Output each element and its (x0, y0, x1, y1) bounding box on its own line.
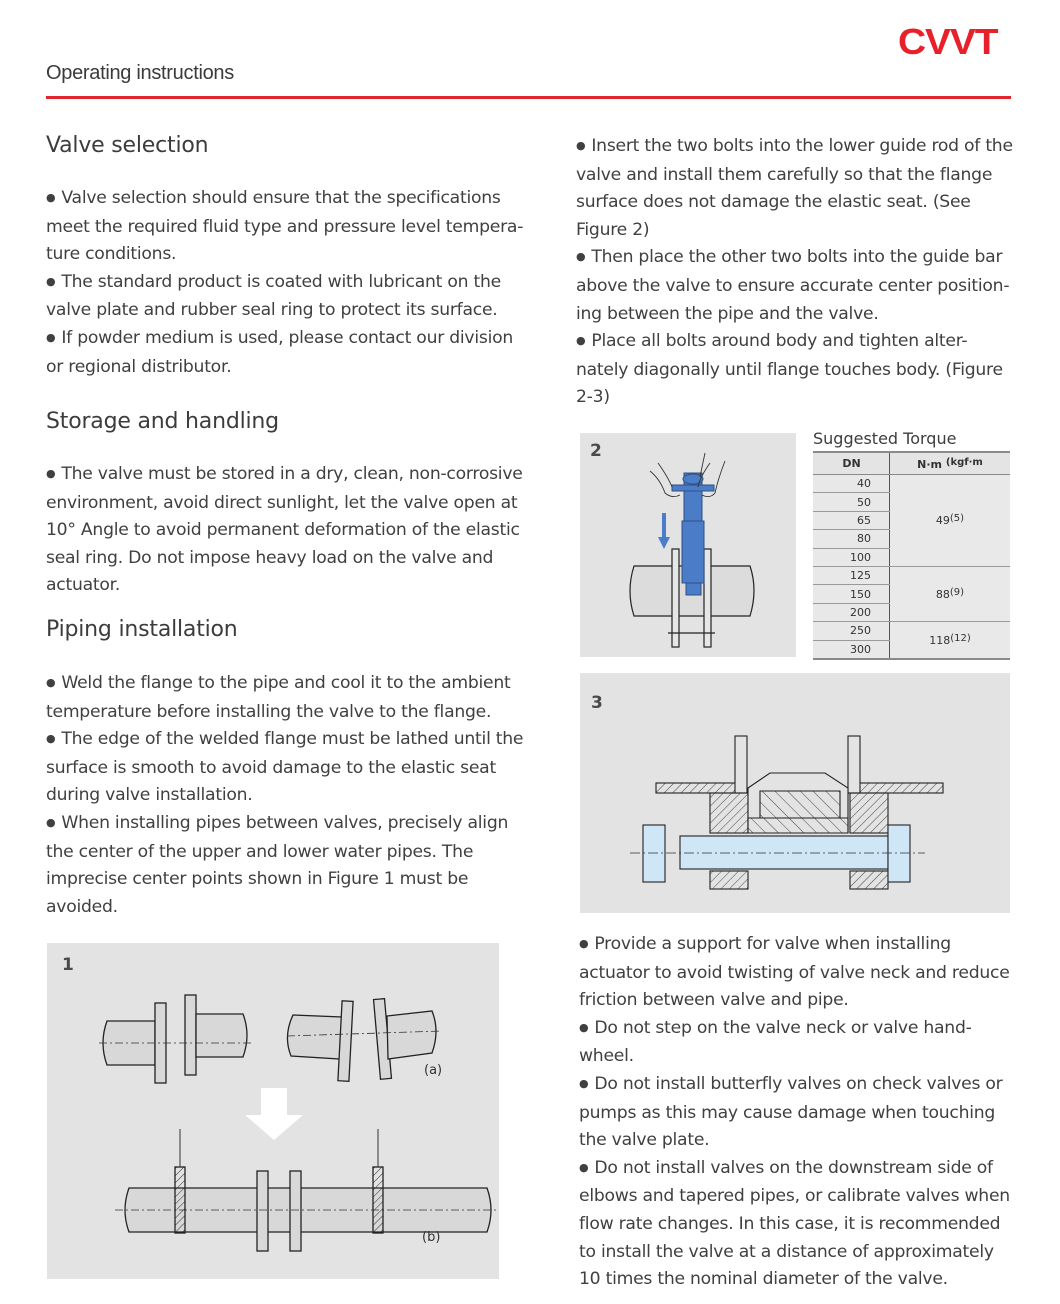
figure-number: 2 (590, 441, 602, 461)
torque-table (813, 451, 1010, 660)
table-row: 65 (813, 511, 1010, 529)
bullet-item: ● Do not install valves on the downstream side of elbows and tapered pipes, or calibrate valves when flow rate changes. In this case, it is recommended to install the valve at a distance of approximately 10 times the nominal diameter of the valve. (579, 1155, 1019, 1294)
label-b: (b) (422, 1230, 441, 1245)
bullet-item: ● The standard product is coated with lubricant on the valve plate and rubber seal ring to protect its surface. (46, 269, 526, 325)
figure-2-valve-insertion (580, 433, 796, 657)
figure-number: 1 (62, 955, 74, 975)
support-hatched (175, 1167, 185, 1233)
support-hatched (373, 1167, 383, 1233)
figure-1-pipe-alignment (47, 943, 499, 1279)
bullet-item: ● Place all bolts around body and tighten alter-nately diagonally until flange touches body. (Figure 2-3) (576, 328, 1016, 412)
figure-number: 3 (591, 693, 603, 713)
valve-selection-text (46, 185, 526, 381)
pipe-alignment-diagram (47, 943, 499, 1279)
piping-installation-text (46, 670, 528, 921)
heading-piping-installation: Piping installation (46, 617, 238, 642)
valve-body (682, 521, 704, 583)
flange-left (672, 549, 679, 647)
table-row: 200 (813, 603, 1010, 621)
nut (888, 825, 910, 882)
bullet-item: ● Insert the two bolts into the lower guide rod of the valve and install them carefully so that the flange surface does not damage the elastic seat. (See Figure 2) (576, 133, 1016, 244)
bolt-shaft (680, 836, 888, 869)
table-row: 125 88$^{(9)}$ (813, 566, 1010, 584)
bullet-item: ● Weld the flange to the pipe and cool it to the ambient temperature before installing the valve to the flange. (46, 670, 528, 726)
bullet-item: ● If powder medium is used, please contact our division or regional distributor. (46, 325, 526, 381)
page-title: Operating instructions (46, 62, 234, 84)
storage-handling-text (46, 461, 526, 600)
valve-insertion-diagram (580, 433, 796, 657)
torque-table-title: Suggested Torque (813, 429, 957, 448)
actuator-plate (672, 485, 714, 491)
torque-value: 49$^{(5)}$ (890, 475, 1011, 567)
torque-value: 118$^{(12)}$ (890, 622, 1011, 659)
arrow-down-icon (245, 1088, 303, 1140)
figure-3-bolt-cross-section (580, 673, 1010, 913)
flange-right (704, 549, 711, 647)
table-row: 40 49$^{(5)}$ (813, 475, 1010, 493)
table-row: 300 (813, 640, 1010, 659)
arrow-down-icon (658, 513, 670, 549)
precautions-text (579, 931, 1019, 1294)
header-dn: DN (813, 452, 890, 475)
pipe-segment (387, 1011, 436, 1059)
installation-steps-text (576, 133, 1016, 412)
bullet-item: ● Do not step on the valve neck or valve hand-wheel. (579, 1015, 1019, 1071)
valve-bottom (686, 583, 701, 595)
table-row: 50 (813, 493, 1010, 511)
heading-valve-selection: Valve selection (46, 133, 209, 158)
flange (290, 1171, 301, 1251)
bullet-item: ● Valve selection should ensure that the specifications meet the required fluid type and pressure level tempera-ture conditions. (46, 185, 526, 269)
bullet-item: ● The edge of the welded flange must be lathed until the surface is smooth to avoid damage to the elastic seat during valve installation. (46, 726, 528, 810)
bullet-item: ● Do not install butterfly valves on check valves or pumps as this may cause damage when touching the valve plate. (579, 1071, 1019, 1155)
label-a: (a) (424, 1063, 443, 1078)
heading-storage-handling: Storage and handling (46, 409, 279, 434)
bullet-item: ● When installing pipes between valves, precisely align the center of the upper and lower water pipes. The imprecise center points shown in Figure 1 must be avoided. (46, 810, 528, 921)
bullet-item: ● Then place the other two bolts into the guide bar above the valve to ensure accurate center position-ing between the pipe and the valve. (576, 244, 1016, 328)
brand-logo: CVVT (898, 21, 998, 62)
table-row: 100 (813, 548, 1010, 566)
table-row: 150 (813, 585, 1010, 603)
bolt-head (643, 825, 665, 882)
flange (185, 995, 196, 1075)
flange (338, 1001, 353, 1081)
table-row: 80 (813, 530, 1010, 548)
bullet-item: ● The valve must be stored in a dry, clean, non-corrosive environment, avoid direct sunlight, let the valve open at 10° Angle to avoid permanent deformation of the elastic seal ring. Do not impose heavy load on the valve and actuator. (46, 461, 526, 600)
table-row: 250 118$^{(12)}$ (813, 622, 1010, 640)
bullet-item: ● Provide a support for valve when installing actuator to avoid twisting of valve neck and reduce friction between valve and pipe. (579, 931, 1019, 1015)
title-divider (46, 96, 1011, 99)
pipe-segment (196, 1014, 247, 1057)
header-torque: N·m $^{(kgf\cdot m}$ (890, 452, 1011, 475)
flange (257, 1171, 268, 1251)
pipe-segment (287, 1015, 342, 1059)
torque-value: 88$^{(9)}$ (890, 566, 1011, 621)
bolt-cross-section-diagram (580, 673, 1010, 913)
